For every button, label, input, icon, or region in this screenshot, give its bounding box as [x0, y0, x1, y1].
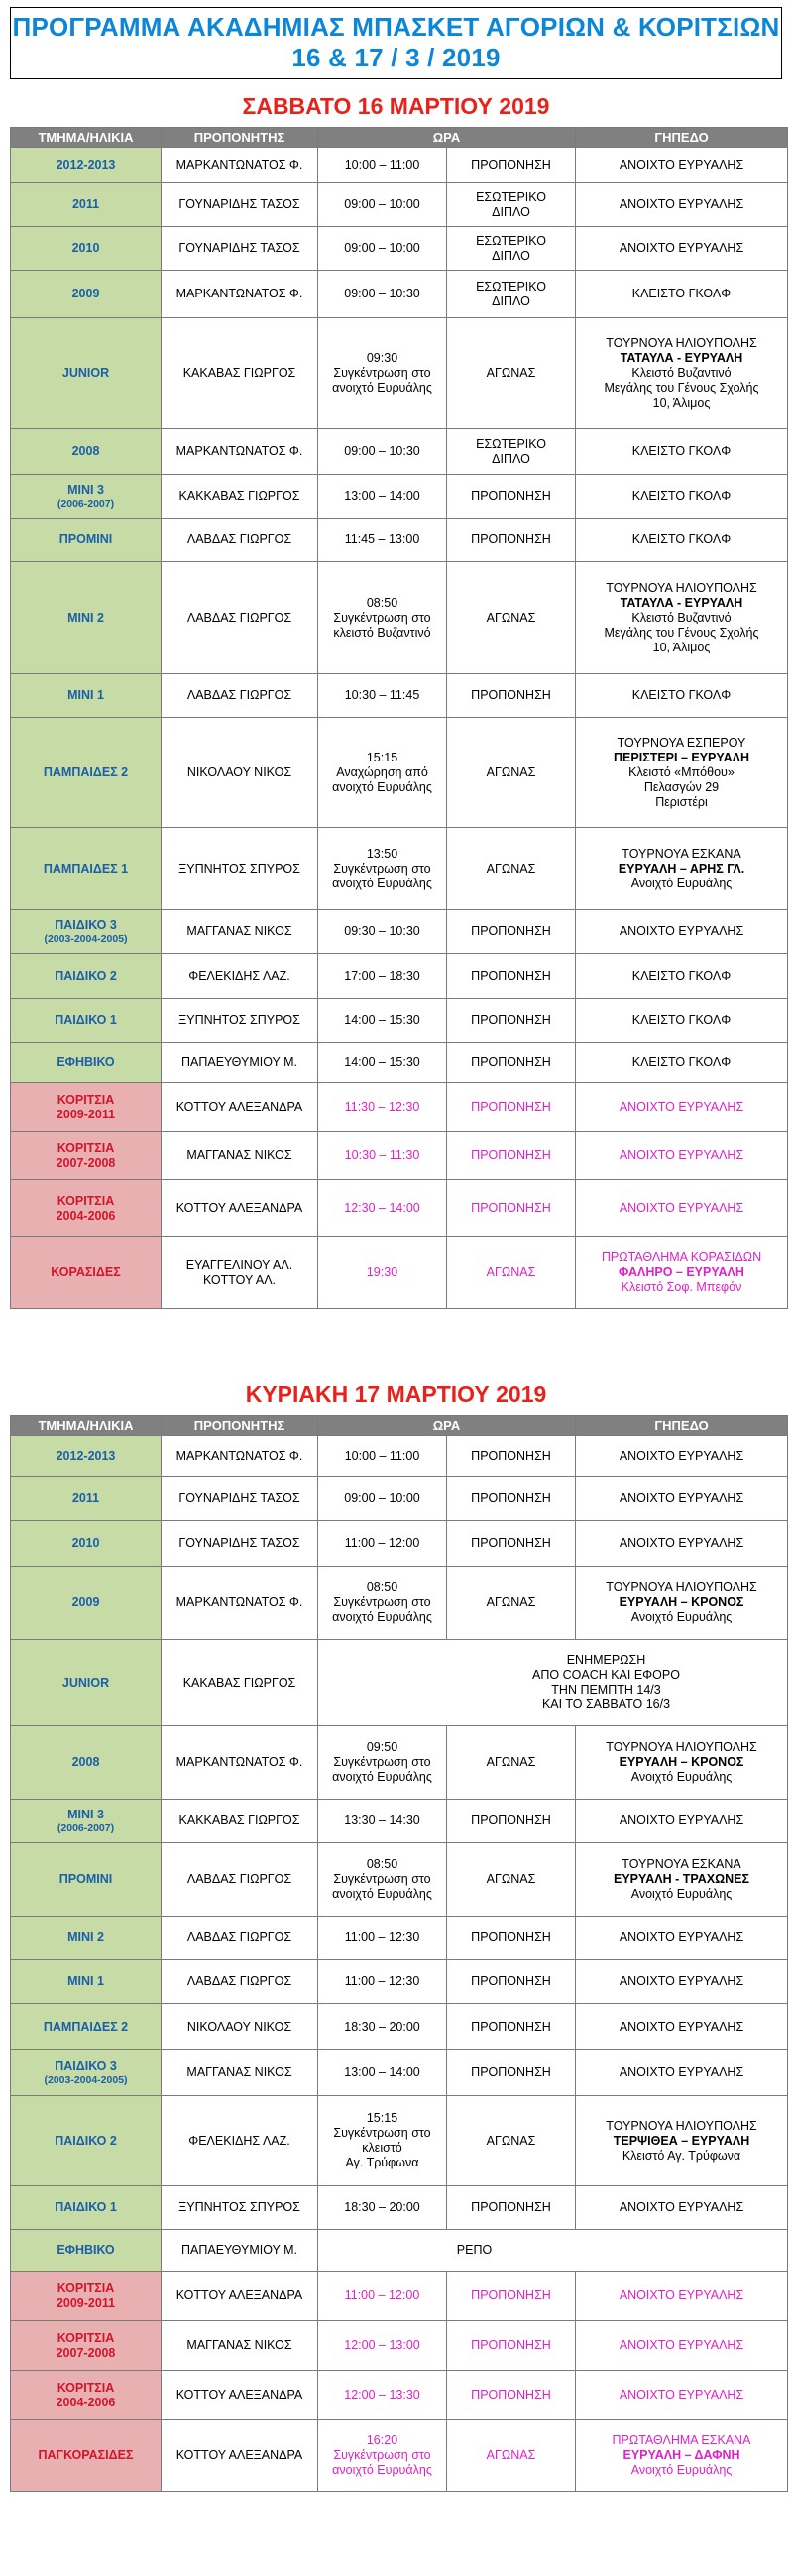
- venue-cell: ΑΝΟΙΧΤΟ ΕΥΡΥΑΛΗΣ: [576, 1436, 788, 1477]
- table-row: [11, 2186, 788, 2230]
- time-cell: 09:00 – 10:30: [318, 271, 447, 318]
- coach-cell: ΜΑΓΓΑΝΑΣ ΝΙΚΟΣ: [162, 2321, 318, 2371]
- time-cell: 12:00 – 13:00: [318, 2321, 447, 2371]
- venue-cell: ΑΝΟΙΧΤΟ ΕΥΡΥΑΛΗΣ: [576, 1800, 788, 1843]
- table-header-row: [11, 128, 788, 148]
- time-cell: 09:00 – 10:30: [318, 429, 447, 475]
- coach-cell: ΠΑΠΑΕΥΘΥΜΙΟΥ Μ.: [162, 1043, 318, 1083]
- time-cell: 18:30 – 20:00: [318, 2186, 447, 2230]
- coach-cell: ΦΕΛΕΚΙΔΗΣ ΛΑΖ.: [162, 2096, 318, 2186]
- venue-cell: ΑΝΟΙΧΤΟ ΕΥΡΥΑΛΗΣ: [576, 1083, 788, 1132]
- category-cell: 2009: [11, 271, 162, 318]
- time-cell: 17:00 – 18:30: [318, 954, 447, 999]
- table-row: [11, 2050, 788, 2096]
- time-cell: 15:15 Συγκέντρωση στο κλειστό Αγ. Τρύφωνα: [318, 2096, 447, 2186]
- category-cell: ΚΟΡΙΤΣΙΑ 2009-2011: [11, 2272, 162, 2321]
- coach-cell: ΜΑΡΚΑΝΤΩΝΑΤΟΣ Φ.: [162, 1567, 318, 1640]
- time-cell: 12:00 – 13:30: [318, 2371, 447, 2420]
- time-cell: 14:00 – 15:30: [318, 999, 447, 1043]
- coach-cell: ΜΑΡΚΑΝΤΩΝΑΤΟΣ Φ.: [162, 1436, 318, 1477]
- venue-cell: ΚΛΕΙΣΤΟ ΓΚΟΛΦ: [576, 429, 788, 475]
- time-cell: 19:30: [318, 1237, 447, 1309]
- category-cell: 2010: [11, 1521, 162, 1567]
- category-cell: 2011: [11, 183, 162, 227]
- type-cell: ΠΡΟΠΟΝΗΣΗ: [447, 148, 576, 183]
- category-cell: ΠΑΙΔΙΚΟ 1: [11, 2186, 162, 2230]
- venue-cell: ΤΟΥΡΝΟΥΑ ΗΛΙΟΥΠΟΛΗΣ ΤΑΤΑΥΛΑ - ΕΥΡΥΑΛΗ Κλειστό Βυζαντινό Μεγάλης του Γένους Σχολής 10, Άλιμος: [576, 318, 788, 429]
- venue-cell: ΑΝΟΙΧΤΟ ΕΥΡΥΑΛΗΣ: [576, 1132, 788, 1180]
- venue-cell: ΑΝΟΙΧΤΟ ΕΥΡΥΑΛΗΣ: [576, 148, 788, 183]
- category-cell: ΠΑΜΠΑΙΔΕΣ 1: [11, 828, 162, 910]
- coach-cell: ΜΑΡΚΑΝΤΩΝΑΤΟΣ Φ.: [162, 148, 318, 183]
- type-cell: ΠΡΟΠΟΝΗΣΗ: [447, 2371, 576, 2420]
- category-cell: ΚΟΡΙΤΣΙΑ 2004-2006: [11, 2371, 162, 2420]
- venue-cell: ΑΝΟΙΧΤΟ ΕΥΡΥΑΛΗΣ: [576, 2004, 788, 2050]
- time-cell: 13:50 Συγκέντρωση στο ανοιχτό Ευρυάλης: [318, 828, 447, 910]
- time-cell: 10:00 – 11:00: [318, 148, 447, 183]
- venue-cell: ΤΟΥΡΝΟΥΑ ΗΛΙΟΥΠΟΛΗΣ ΤΑΤΑΥΛΑ - ΕΥΡΥΑΛΗ Κλειστό Βυζαντινό Μεγάλης του Γένους Σχολής 10, Άλιμος: [576, 562, 788, 674]
- venue-cell: ΤΟΥΡΝΟΥΑ ΕΣΚΑΝΑ ΕΥΡΥΑΛΗ - ΤΡΑΧΩΝΕΣ Ανοιχτό Ευρυάλης: [576, 1843, 788, 1917]
- category-cell: ΚΟΡΙΤΣΙΑ 2007-2008: [11, 1132, 162, 1180]
- time-cell: 09:50 Συγκέντρωση στο ανοιχτό Ευρυάλης: [318, 1726, 447, 1800]
- type-cell: ΕΣΩΤΕΡΙΚΟ ΔΙΠΛΟ: [447, 271, 576, 318]
- table-row: [11, 1477, 788, 1521]
- type-cell: ΠΡΟΠΟΝΗΣΗ: [447, 519, 576, 562]
- coach-cell: ΚΑΚΚΑΒΑΣ ΓΙΩΡΓΟΣ: [162, 475, 318, 519]
- type-cell: ΕΣΩΤΕΡΙΚΟ ΔΙΠΛΟ: [447, 183, 576, 227]
- category-cell: ΠΑΙΔΙΚΟ 3 (2003-2004-2005): [11, 910, 162, 954]
- table-row: [11, 910, 788, 954]
- sunday-table: [10, 1415, 788, 2492]
- category-cell: ΠΑΙΔΙΚΟ 1: [11, 999, 162, 1043]
- table-row: [11, 1640, 788, 1726]
- category-cell: JUNIOR: [11, 318, 162, 429]
- table-row: [11, 429, 788, 475]
- col-header-venue: ΓΗΠΕΔΟ: [576, 128, 788, 148]
- coach-cell: ΚΟΤΤΟΥ ΑΛΕΞΑΝΔΡΑ: [162, 2420, 318, 2492]
- venue-cell: ΚΛΕΙΣΤΟ ΓΚΟΛΦ: [576, 475, 788, 519]
- coach-cell: ΚΑΚΑΒΑΣ ΓΙΩΡΓΟΣ: [162, 318, 318, 429]
- type-cell: ΑΓΩΝΑΣ: [447, 718, 576, 828]
- type-cell: ΑΓΩΝΑΣ: [447, 2420, 576, 2492]
- coach-cell: ΦΕΛΕΚΙΔΗΣ ΛΑΖ.: [162, 954, 318, 999]
- venue-cell: ΚΛΕΙΣΤΟ ΓΚΟΛΦ: [576, 954, 788, 999]
- category-cell: ΠΑΙΔΙΚΟ 3 (2003-2004-2005): [11, 2050, 162, 2096]
- time-cell: 13:00 – 14:00: [318, 475, 447, 519]
- type-cell: ΑΓΩΝΑΣ: [447, 1843, 576, 1917]
- saturday-title: ΣΑΒΒΑΤΟ 16 ΜΑΡΤΙΟΥ 2019: [242, 93, 550, 119]
- time-cell: 09:30 Συγκέντρωση στο ανοιχτό Ευρυάλης: [318, 318, 447, 429]
- coach-cell: ΚΑΚΚΑΒΑΣ ΓΙΩΡΓΟΣ: [162, 1800, 318, 1843]
- coach-cell: ΜΑΡΚΑΝΤΩΝΑΤΟΣ Φ.: [162, 1726, 318, 1800]
- venue-cell: ΑΝΟΙΧΤΟ ΕΥΡΥΑΛΗΣ: [576, 910, 788, 954]
- venue-cell: ΑΝΟΙΧΤΟ ΕΥΡΥΑΛΗΣ: [576, 2186, 788, 2230]
- category-cell: ΠΑΜΠΑΙΔΕΣ 2: [11, 2004, 162, 2050]
- category-cell: ΚΟΡΙΤΣΙΑ 2009-2011: [11, 1083, 162, 1132]
- venue-cell: ΠΡΩΤΑΘΛΗΜΑ ΕΣΚΑΝΑ ΕΥΡΥΑΛΗ – ΔΑΦΝΗ Ανοιχτό Ευρυάλης: [576, 2420, 788, 2492]
- table-row: [11, 2272, 788, 2321]
- time-cell: 14:00 – 15:30: [318, 1043, 447, 1083]
- type-cell: ΠΡΟΠΟΝΗΣΗ: [447, 2004, 576, 2050]
- col-header-time: ΩΡΑ: [318, 1416, 576, 1436]
- category-cell: JUNIOR: [11, 1640, 162, 1726]
- table-row: [11, 1180, 788, 1237]
- table-row: [11, 954, 788, 999]
- category-cell: 2010: [11, 227, 162, 271]
- rest-cell: ΡΕΠΟ: [318, 2230, 788, 2272]
- table-row: [11, 2004, 788, 2050]
- type-cell: ΑΓΩΝΑΣ: [447, 562, 576, 674]
- time-cell: 09:00 – 10:00: [318, 1477, 447, 1521]
- table-row: [11, 1800, 788, 1843]
- venue-cell: ΑΝΟΙΧΤΟ ΕΥΡΥΑΛΗΣ: [576, 1477, 788, 1521]
- type-cell: ΠΡΟΠΟΝΗΣΗ: [447, 1436, 576, 1477]
- coach-cell: ΞΥΠΝΗΤΟΣ ΣΠΥΡΟΣ: [162, 999, 318, 1043]
- time-cell: 10:30 – 11:30: [318, 1132, 447, 1180]
- type-cell: ΠΡΟΠΟΝΗΣΗ: [447, 1083, 576, 1132]
- coach-cell: ΚΑΚΑΒΑΣ ΓΙΩΡΓΟΣ: [162, 1640, 318, 1726]
- type-cell: ΑΓΩΝΑΣ: [447, 1567, 576, 1640]
- table-row: [11, 1083, 788, 1132]
- table-row: [11, 1043, 788, 1083]
- table-row: [11, 148, 788, 183]
- table-row: [11, 1436, 788, 1477]
- type-cell: ΑΓΩΝΑΣ: [447, 1726, 576, 1800]
- venue-cell: ΑΝΟΙΧΤΟ ΕΥΡΥΑΛΗΣ: [576, 227, 788, 271]
- sunday-title: ΚΥΡΙΑΚΗ 17 ΜΑΡΤΙΟΥ 2019: [245, 1381, 547, 1407]
- time-cell: 10:30 – 11:45: [318, 674, 447, 718]
- table-row: [11, 519, 788, 562]
- time-cell: 13:30 – 14:30: [318, 1800, 447, 1843]
- table-row: [11, 2096, 788, 2186]
- header-box: [10, 7, 782, 79]
- type-cell: ΠΡΟΠΟΝΗΣΗ: [447, 1521, 576, 1567]
- coach-cell: ΛΑΒΔΑΣ ΓΙΩΡΓΟΣ: [162, 562, 318, 674]
- coach-cell: ΚΟΤΤΟΥ ΑΛΕΞΑΝΔΡΑ: [162, 1180, 318, 1237]
- notice-cell: ΕΝΗΜΕΡΩΣΗ ΑΠΟ COACH ΚΑΙ ΕΦΟΡΟ ΤΗΝ ΠΕΜΠΤΗ 14/3 ΚΑΙ ΤΟ ΣΑΒΒΑΤΟ 16/3: [318, 1640, 788, 1726]
- venue-cell: ΑΝΟΙΧΤΟ ΕΥΡΥΑΛΗΣ: [576, 1917, 788, 1960]
- venue-cell: ΤΟΥΡΝΟΥΑ ΗΛΙΟΥΠΟΛΗΣ ΕΥΡΥΑΛΗ – ΚΡΟΝΟΣ Ανοιχτό Ευρυάλης: [576, 1567, 788, 1640]
- time-cell: 15:15 Αναχώρηση από ανοιχτό Ευρυάλης: [318, 718, 447, 828]
- coach-cell: ΓΟΥΝΑΡΙΔΗΣ ΤΑΣΟΣ: [162, 1477, 318, 1521]
- venue-cell: ΚΛΕΙΣΤΟ ΓΚΟΛΦ: [576, 674, 788, 718]
- type-cell: ΠΡΟΠΟΝΗΣΗ: [447, 674, 576, 718]
- category-cell: ΜΙΝΙ 1: [11, 674, 162, 718]
- venue-cell: ΤΟΥΡΝΟΥΑ ΕΣΠΕΡΟΥ ΠΕΡΙΣΤΕΡΙ – ΕΥΡΥΑΛΗ Κλειστό «Μπόθου» Πελασγών 29 Περιστέρι: [576, 718, 788, 828]
- table-row: [11, 2420, 788, 2492]
- category-cell: ΚΟΡΑΣΙΔΕΣ: [11, 1237, 162, 1309]
- table-row: [11, 2321, 788, 2371]
- table-row: [11, 1521, 788, 1567]
- venue-cell: ΚΛΕΙΣΤΟ ΓΚΟΛΦ: [576, 1043, 788, 1083]
- coach-cell: ΛΑΒΔΑΣ ΓΙΩΡΓΟΣ: [162, 674, 318, 718]
- coach-cell: ΓΟΥΝΑΡΙΔΗΣ ΤΑΣΟΣ: [162, 227, 318, 271]
- time-cell: 16:20 Συγκέντρωση στο ανοιχτό Ευρυάλης: [318, 2420, 447, 2492]
- type-cell: ΠΡΟΠΟΝΗΣΗ: [447, 1477, 576, 1521]
- coach-cell: ΜΑΡΚΑΝΤΩΝΑΤΟΣ Φ.: [162, 271, 318, 318]
- coach-cell: ΓΟΥΝΑΡΙΔΗΣ ΤΑΣΟΣ: [162, 1521, 318, 1567]
- coach-cell: ΠΑΠΑΕΥΘΥΜΙΟΥ Μ.: [162, 2230, 318, 2272]
- category-cell: ΠΑΙΔΙΚΟ 2: [11, 954, 162, 999]
- col-header-coach: ΠΡΟΠΟΝΗΤΗΣ: [162, 128, 318, 148]
- category-cell: 2008: [11, 429, 162, 475]
- table-row: [11, 1237, 788, 1309]
- type-cell: ΕΣΩΤΕΡΙΚΟ ΔΙΠΛΟ: [447, 227, 576, 271]
- time-cell: 08:50 Συγκέντρωση στο ανοιχτό Ευρυάλης: [318, 1567, 447, 1640]
- type-cell: ΠΡΟΠΟΝΗΣΗ: [447, 2272, 576, 2321]
- col-header-category: ΤΜΗΜΑ/ΗΛΙΚΙΑ: [11, 1416, 162, 1436]
- coach-cell: ΓΟΥΝΑΡΙΔΗΣ ΤΑΣΟΣ: [162, 183, 318, 227]
- time-cell: 09:30 – 10:30: [318, 910, 447, 954]
- table-row: [11, 183, 788, 227]
- venue-cell: ΚΛΕΙΣΤΟ ΓΚΟΛΦ: [576, 999, 788, 1043]
- type-cell: ΠΡΟΠΟΝΗΣΗ: [447, 954, 576, 999]
- category-cell: ΚΟΡΙΤΣΙΑ 2004-2006: [11, 1180, 162, 1237]
- table-row: [11, 318, 788, 429]
- venue-cell: ΑΝΟΙΧΤΟ ΕΥΡΥΑΛΗΣ: [576, 1180, 788, 1237]
- table-row: [11, 1917, 788, 1960]
- coach-cell: ΝΙΚΟΛΑΟΥ ΝΙΚΟΣ: [162, 2004, 318, 2050]
- time-cell: 10:00 – 11:00: [318, 1436, 447, 1477]
- table-row: [11, 1843, 788, 1917]
- category-cell: ΠΡΟΜΙΝΙ: [11, 1843, 162, 1917]
- page-title: ΠΡΟΓΡΑΜΜΑ ΑΚΑΔΗΜΙΑΣ ΜΠΑΣΚΕΤ ΑΓΟΡΙΩΝ & ΚΟΡΙΤΣΙΩΝ: [12, 12, 780, 42]
- category-cell: 2012-2013: [11, 1436, 162, 1477]
- table-row: [11, 1567, 788, 1640]
- coach-cell: ΞΥΠΝΗΤΟΣ ΣΠΥΡΟΣ: [162, 828, 318, 910]
- time-cell: 11:00 – 12:30: [318, 1917, 447, 1960]
- venue-cell: ΚΛΕΙΣΤΟ ΓΚΟΛΦ: [576, 519, 788, 562]
- category-cell: 2012-2013: [11, 148, 162, 183]
- table-row: [11, 562, 788, 674]
- category-cell: ΚΟΡΙΤΣΙΑ 2007-2008: [11, 2321, 162, 2371]
- col-header-coach: ΠΡΟΠΟΝΗΤΗΣ: [162, 1416, 318, 1436]
- type-cell: ΠΡΟΠΟΝΗΣΗ: [447, 999, 576, 1043]
- table-row: [11, 2371, 788, 2420]
- coach-cell: ΛΑΒΔΑΣ ΓΙΩΡΓΟΣ: [162, 1960, 318, 2004]
- type-cell: ΠΡΟΠΟΝΗΣΗ: [447, 1132, 576, 1180]
- venue-cell: ΠΡΩΤΑΘΛΗΜΑ ΚΟΡΑΣΙΔΩΝ ΦΑΛΗΡΟ – ΕΥΡΥΑΛΗ Κλειστό Σοφ. Μπεφόν: [576, 1237, 788, 1309]
- category-cell: ΠΑΓΚΟΡΑΣΙΔΕΣ: [11, 2420, 162, 2492]
- coach-cell: ΜΑΓΓΑΝΑΣ ΝΙΚΟΣ: [162, 2050, 318, 2096]
- type-cell: ΠΡΟΠΟΝΗΣΗ: [447, 2186, 576, 2230]
- category-cell: 2008: [11, 1726, 162, 1800]
- table-row: [11, 1726, 788, 1800]
- venue-cell: ΑΝΟΙΧΤΟ ΕΥΡΥΑΛΗΣ: [576, 1960, 788, 2004]
- type-cell: ΠΡΟΠΟΝΗΣΗ: [447, 1800, 576, 1843]
- type-cell: ΕΣΩΤΕΡΙΚΟ ΔΙΠΛΟ: [447, 429, 576, 475]
- coach-cell: ΜΑΓΓΑΝΑΣ ΝΙΚΟΣ: [162, 1132, 318, 1180]
- col-header-venue: ΓΗΠΕΔΟ: [576, 1416, 788, 1436]
- type-cell: ΠΡΟΠΟΝΗΣΗ: [447, 1043, 576, 1083]
- category-cell: ΜΙΝΙ 3 (2006-2007): [11, 475, 162, 519]
- table-row: [11, 475, 788, 519]
- category-cell: 2009: [11, 1567, 162, 1640]
- category-cell: ΜΙΝΙ 2: [11, 562, 162, 674]
- venue-cell: ΑΝΟΙΧΤΟ ΕΥΡΥΑΛΗΣ: [576, 2272, 788, 2321]
- table-row: [11, 1960, 788, 2004]
- page-dates: 16 & 17 / 3 / 2019: [291, 43, 501, 72]
- time-cell: 18:30 – 20:00: [318, 2004, 447, 2050]
- table-row: [11, 674, 788, 718]
- table-row: [11, 2230, 788, 2272]
- type-cell: ΑΓΩΝΑΣ: [447, 828, 576, 910]
- table-row: [11, 999, 788, 1043]
- type-cell: ΑΓΩΝΑΣ: [447, 1237, 576, 1309]
- category-cell: ΠΑΙΔΙΚΟ 2: [11, 2096, 162, 2186]
- category-cell: ΜΙΝΙ 1: [11, 1960, 162, 2004]
- coach-cell: ΛΑΒΔΑΣ ΓΙΩΡΓΟΣ: [162, 1843, 318, 1917]
- col-header-category: ΤΜΗΜΑ/ΗΛΙΚΙΑ: [11, 128, 162, 148]
- table-row: [11, 227, 788, 271]
- time-cell: 11:30 – 12:30: [318, 1083, 447, 1132]
- table-row: [11, 718, 788, 828]
- venue-cell: ΑΝΟΙΧΤΟ ΕΥΡΥΑΛΗΣ: [576, 2321, 788, 2371]
- category-cell: ΕΦΗΒΙΚΟ: [11, 2230, 162, 2272]
- coach-cell: ΚΟΤΤΟΥ ΑΛΕΞΑΝΔΡΑ: [162, 2371, 318, 2420]
- coach-cell: ΕΥΑΓΓΕΛΙΝΟΥ ΑΛ. ΚΟΤΤΟΥ ΑΛ.: [162, 1237, 318, 1309]
- time-cell: 11:00 – 12:00: [318, 1521, 447, 1567]
- type-cell: ΠΡΟΠΟΝΗΣΗ: [447, 2321, 576, 2371]
- type-cell: ΠΡΟΠΟΝΗΣΗ: [447, 910, 576, 954]
- coach-cell: ΛΑΒΔΑΣ ΓΙΩΡΓΟΣ: [162, 1917, 318, 1960]
- time-cell: 08:50 Συγκέντρωση στο κλειστό Βυζαντινό: [318, 562, 447, 674]
- venue-cell: ΑΝΟΙΧΤΟ ΕΥΡΥΑΛΗΣ: [576, 2371, 788, 2420]
- coach-cell: ΜΑΓΓΑΝΑΣ ΝΙΚΟΣ: [162, 910, 318, 954]
- coach-cell: ΛΑΒΔΑΣ ΓΙΩΡΓΟΣ: [162, 519, 318, 562]
- table-row: [11, 271, 788, 318]
- venue-cell: ΤΟΥΡΝΟΥΑ ΗΛΙΟΥΠΟΛΗΣ ΤΕΡΨΙΘΕΑ – ΕΥΡΥΑΛΗ Κλειστό Αγ. Τρύφωνα: [576, 2096, 788, 2186]
- time-cell: 12:30 – 14:00: [318, 1180, 447, 1237]
- saturday-table: [10, 127, 788, 1309]
- type-cell: ΠΡΟΠΟΝΗΣΗ: [447, 475, 576, 519]
- type-cell: ΑΓΩΝΑΣ: [447, 2096, 576, 2186]
- type-cell: ΠΡΟΠΟΝΗΣΗ: [447, 1180, 576, 1237]
- category-cell: 2011: [11, 1477, 162, 1521]
- venue-cell: ΑΝΟΙΧΤΟ ΕΥΡΥΑΛΗΣ: [576, 183, 788, 227]
- venue-cell: ΑΝΟΙΧΤΟ ΕΥΡΥΑΛΗΣ: [576, 2050, 788, 2096]
- coach-cell: ΜΑΡΚΑΝΤΩΝΑΤΟΣ Φ.: [162, 429, 318, 475]
- category-cell: ΕΦΗΒΙΚΟ: [11, 1043, 162, 1083]
- time-cell: 09:00 – 10:00: [318, 227, 447, 271]
- table-row: [11, 828, 788, 910]
- type-cell: ΑΓΩΝΑΣ: [447, 318, 576, 429]
- coach-cell: ΞΥΠΝΗΤΟΣ ΣΠΥΡΟΣ: [162, 2186, 318, 2230]
- time-cell: 09:00 – 10:00: [318, 183, 447, 227]
- time-cell: 08:50 Συγκέντρωση στο ανοιχτό Ευρυάλης: [318, 1843, 447, 1917]
- coach-cell: ΚΟΤΤΟΥ ΑΛΕΞΑΝΔΡΑ: [162, 1083, 318, 1132]
- coach-cell: ΚΟΤΤΟΥ ΑΛΕΞΑΝΔΡΑ: [162, 2272, 318, 2321]
- col-header-time: ΩΡΑ: [318, 128, 576, 148]
- type-cell: ΠΡΟΠΟΝΗΣΗ: [447, 2050, 576, 2096]
- type-cell: ΠΡΟΠΟΝΗΣΗ: [447, 1917, 576, 1960]
- time-cell: 11:45 – 13:00: [318, 519, 447, 562]
- venue-cell: ΑΝΟΙΧΤΟ ΕΥΡΥΑΛΗΣ: [576, 1521, 788, 1567]
- coach-cell: ΝΙΚΟΛΑΟΥ ΝΙΚΟΣ: [162, 718, 318, 828]
- category-cell: ΜΙΝΙ 3 (2006-2007): [11, 1800, 162, 1843]
- time-cell: 11:00 – 12:00: [318, 2272, 447, 2321]
- table-header-row: [11, 1416, 788, 1436]
- category-cell: ΜΙΝΙ 2: [11, 1917, 162, 1960]
- type-cell: ΠΡΟΠΟΝΗΣΗ: [447, 1960, 576, 2004]
- category-cell: ΠΑΜΠΑΙΔΕΣ 2: [11, 718, 162, 828]
- table-row: [11, 1132, 788, 1180]
- time-cell: 13:00 – 14:00: [318, 2050, 447, 2096]
- venue-cell: ΤΟΥΡΝΟΥΑ ΗΛΙΟΥΠΟΛΗΣ ΕΥΡΥΑΛΗ – ΚΡΟΝΟΣ Ανοιχτό Ευρυάλης: [576, 1726, 788, 1800]
- venue-cell: ΚΛΕΙΣΤΟ ΓΚΟΛΦ: [576, 271, 788, 318]
- category-cell: ΠΡΟΜΙΝΙ: [11, 519, 162, 562]
- time-cell: 11:00 – 12:30: [318, 1960, 447, 2004]
- venue-cell: ΤΟΥΡΝΟΥΑ ΕΣΚΑΝΑ ΕΥΡΥΑΛΗ – ΑΡΗΣ ΓΛ. Ανοιχτό Ευρυάλης: [576, 828, 788, 910]
